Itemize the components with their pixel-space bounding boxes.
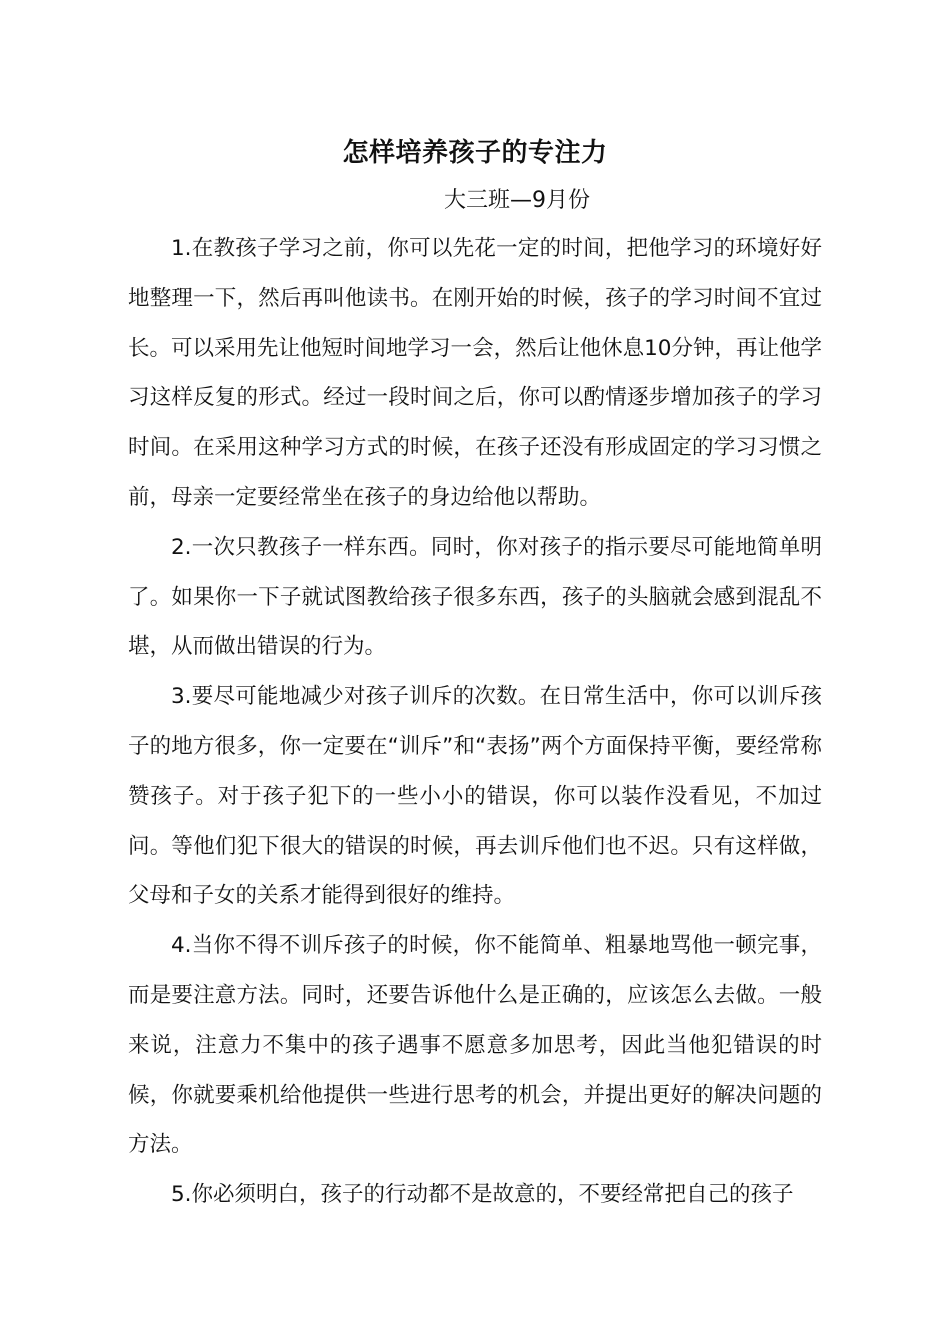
document-subtitle: 大三班—9月份 [444, 188, 590, 213]
document-title: 怎样培养孩子的专注力 [342, 138, 608, 168]
paragraph-3: 3.要尽可能地减少对孩子训斥的次数。在日常生活中，你可以训斥孩子的地方很多，你一定要在“训斥”和“表扬”两个方面保持平衡，要经常称赞孩子。对于孩子犯下的一些小小的错误，你可以装作没看见，不加过问。等他们犯下很大的错误的时候，再去训斥他们也不迟。只有这样做，父母和子女的关系才能得到很好的维持。 [128, 684, 822, 909]
document-body [128, 128, 822, 1220]
paragraph-1: 1.在教孩子学习之前，你可以先花一定的时间，把他学习的环境好好地整理一下，然后再叫他读书。在刚开始的时候，孩子的学习时间不宜过长。可以采用先让他短时间地学习一会，然后让他休息10分钟，再让他学习这样反复的形式。经过一段时间之后，你可以酌情逐步增加孩子的学习时间。在采用这种学习方式的时候，在孩子还没有形成固定的学习习惯之前，母亲一定要经常坐在孩子的身边给他以帮助。 [128, 236, 822, 510]
paragraph-4: 4.当你不得不训斥孩子的时候，你不能简单、粗暴地骂他一顿完事，而是要注意方法。同时，还要告诉他什么是正确的，应该怎么去做。一般来说，注意力不集中的孩子遇事不愿意多加思考，因此当他犯错误的时候，你就要乘机给他提供一些进行思考的机会，并提出更好的解决问题的方法。 [128, 933, 822, 1158]
paragraph-5: 5.你必须明白，孩子的行动都不是故意的，不要经常把自己的孩子 [171, 1182, 794, 1208]
paragraph-2: 2.一次只教孩子一样东西。同时，你对孩子的指示要尽可能地简单明了。如果你一下子就试图教给孩子很多东西，孩子的头脑就会感到混乱不堪，从而做出错误的行为。 [128, 534, 822, 660]
